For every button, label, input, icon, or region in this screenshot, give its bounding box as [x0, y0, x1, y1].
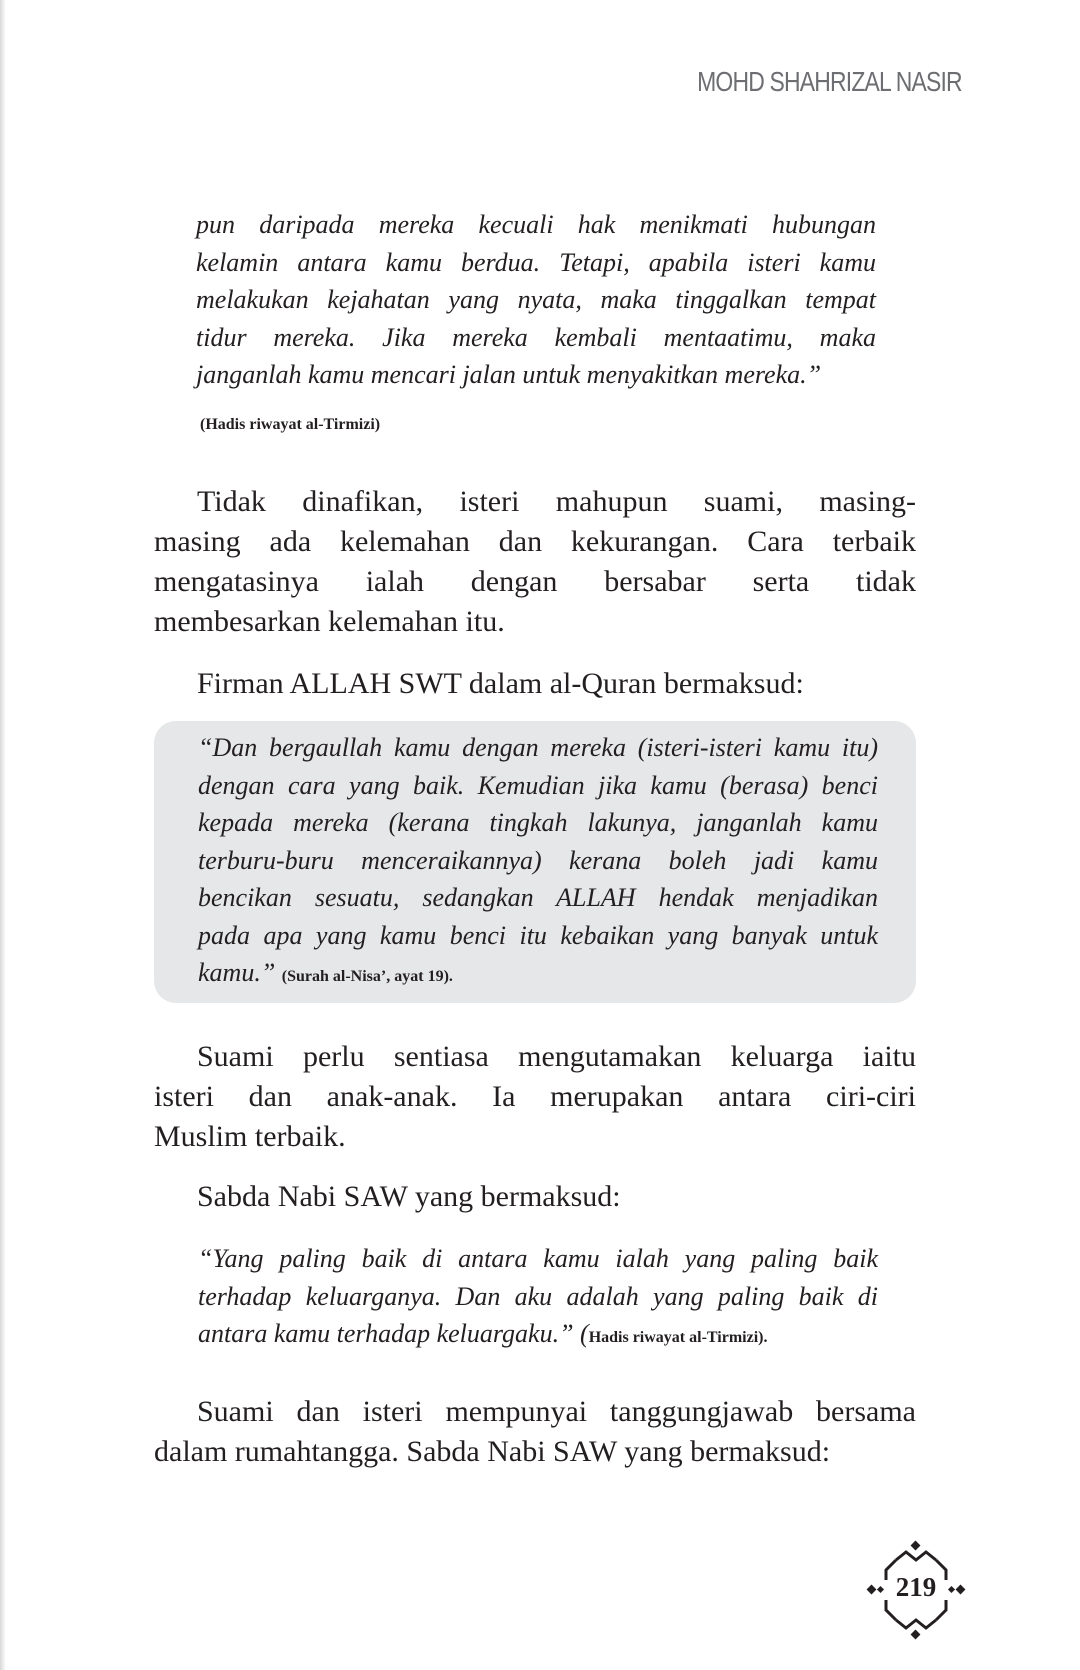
- hadith-citation-2: Hadis riwayat al-Tirmizi).: [588, 1329, 768, 1346]
- paragraph-line: masing ada kelemahan dan kekurangan. Cara terbaik: [154, 525, 916, 558]
- quran-verse-quote: [198, 729, 878, 992]
- hadith-quote-1: [196, 206, 876, 394]
- page-edge-shadow: [0, 0, 6, 1670]
- quote-line: janganlah kamu mencari jalan untuk menyakitkan mereka.”: [196, 360, 822, 389]
- page-number: 219: [895, 1572, 937, 1602]
- quote-last-words: kamu.”: [198, 958, 276, 987]
- paragraph-line: Muslim terbaik.: [154, 1120, 346, 1153]
- quote-line: pun daripada mereka kecuali hak menikmati hubungan: [196, 210, 876, 239]
- quran-citation: (Surah al-Nisa’, ayat 19).: [281, 968, 453, 985]
- paragraph-4: Sabda Nabi SAW yang bermaksud:: [197, 1180, 621, 1213]
- paragraph-line: mengatasinya ialah dengan bersabar serta tidak: [154, 565, 916, 598]
- quote-line: terhadap keluarganya. Dan aku adalah yang paling baik di: [198, 1281, 878, 1311]
- paragraph-line: dalam rumahtangga. Sabda Nabi SAW yang bermaksud:: [154, 1435, 831, 1468]
- quote-line: “Yang paling baik di antara kamu ialah yang paling baik: [198, 1244, 878, 1273]
- paragraph-1: [154, 482, 916, 642]
- quote-line: pada apa yang kamu benci itu kebaikan yang banyak untuk: [198, 920, 878, 950]
- paragraph-line: Tidak dinafikan, isteri mahupun suami, masing-: [197, 485, 916, 518]
- paragraph-line: Suami perlu sentiasa mengutamakan keluarga iaitu: [197, 1040, 916, 1073]
- quote-line: kepada mereka (kerana tingkah lakunya, janganlah kamu: [198, 808, 878, 837]
- paragraph-3: [154, 1037, 916, 1157]
- hadith-citation-1: (Hadis riwayat al-Tirmizi): [200, 416, 381, 433]
- hadith-quote-2: [198, 1240, 878, 1353]
- quote-line: [198, 954, 878, 992]
- paragraph-2: Firman ALLAH SWT dalam al-Quran bermaksud:: [197, 667, 804, 700]
- paragraph-line: isteri dan anak-anak. Ia merupakan antara ciri-ciri: [154, 1080, 916, 1113]
- running-header-author: MOHD SHAHRIZAL NASIR: [697, 66, 962, 97]
- quote-line: [198, 1315, 878, 1353]
- quote-last-words: antara kamu terhadap keluargaku.” (: [198, 1319, 589, 1348]
- quote-line: tidur mereka. Jika mereka kembali mentaatimu, maka: [196, 322, 876, 352]
- quote-line: “Dan bergaullah kamu dengan mereka (isteri-isteri kamu itu): [198, 733, 878, 762]
- paragraph-line: Suami dan isteri mempunyai tanggungjawab bersama: [197, 1395, 916, 1428]
- paragraph-line: membesarkan kelemahan itu.: [154, 605, 505, 638]
- quote-line: dengan cara yang baik. Kemudian jika kamu (berasa) benci: [198, 770, 878, 800]
- quote-line: melakukan kejahatan yang nyata, maka tinggalkan tempat: [196, 285, 876, 314]
- paragraph-5: [154, 1392, 916, 1472]
- quote-line: terburu-buru menceraikannya) kerana boleh jadi kamu: [198, 845, 878, 875]
- quote-line: bencikan sesuatu, sedangkan ALLAH hendak menjadikan: [198, 883, 878, 912]
- quote-line: kelamin antara kamu berdua. Tetapi, apabila isteri kamu: [196, 247, 876, 277]
